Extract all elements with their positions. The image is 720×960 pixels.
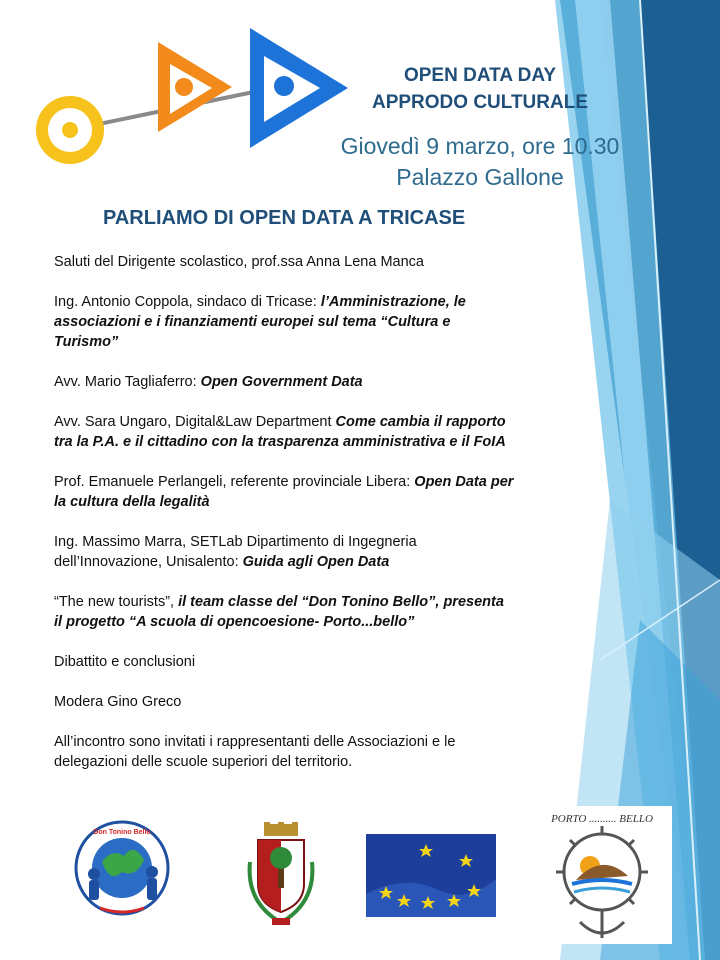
- porto-bello-logo: [532, 806, 672, 944]
- open-data-day-logo: [22, 22, 362, 182]
- program-topic: Open Data per la cultura della legalità: [54, 474, 514, 510]
- event-date: Giovedì 9 marzo, ore 10.30: [340, 133, 620, 159]
- program-item: [54, 692, 514, 712]
- program-speaker: “The new tourists”,: [54, 594, 179, 610]
- program-topic: Come cambia il rapporto tra la P.A. e il cittadino con la trasparenza amministrativa e il FoIA: [54, 414, 506, 450]
- program-text: Dibattito e conclusioni: [54, 654, 196, 670]
- program-speaker: Prof. Emanuele Perlangeli, referente provinciale Libera:: [54, 474, 415, 490]
- program-list: [54, 252, 514, 792]
- headline: PARLIAMO DI OPEN DATA A TRICASE: [103, 207, 466, 229]
- program-item: [54, 592, 514, 632]
- program-text: Saluti del Dirigente scolastico, prof.ssa Anna Lena Manca: [54, 254, 424, 270]
- title-line-1: OPEN DATA DAY: [403, 65, 557, 86]
- program-topic: Open Government Data: [200, 374, 363, 390]
- school-logo: [72, 812, 172, 927]
- program-topic: Guida agli Open Data: [242, 554, 390, 570]
- program-topic: l’Amministrazione, le associazioni e i finanziamenti europei sul tema “Cultura e Turismo”: [54, 294, 466, 350]
- program-item: [54, 372, 514, 392]
- event-title: [340, 62, 620, 116]
- program-item: [54, 732, 514, 772]
- program-speaker: Avv. Sara Ungaro, Digital&Law Department: [54, 414, 336, 430]
- program-speaker: Ing. Antonio Coppola, sindaco di Tricase:: [54, 294, 321, 310]
- program-speaker: Avv. Mario Tagliaferro:: [54, 374, 201, 390]
- program-item: [54, 532, 514, 572]
- program-topic: il team classe del “Don Tonino Bello”, presenta il progetto “A scuola di opencoesione- Porto...bello”: [54, 594, 504, 630]
- porto-bello-text: PORTO .......... BELLO: [551, 813, 653, 825]
- program-text: Modera Gino Greco: [54, 694, 182, 710]
- comune-crest: [240, 822, 322, 928]
- eu-flag-image: [366, 834, 496, 917]
- program-item: [54, 652, 514, 672]
- program-text: All’incontro sono invitati i rappresentanti delle Associazioni e le delegazioni delle scuole superiori del territorio.: [54, 734, 456, 770]
- program-item: [54, 292, 514, 352]
- program-speaker: Ing. Massimo Marra, SETLab Dipartimento di Ingegneria dell’Innovazione, Unisalento:: [54, 534, 417, 570]
- title-line-2: APPRODO CULTURALE: [371, 92, 589, 113]
- svg-text:Don Tonino Bello: Don Tonino Bello: [93, 829, 151, 836]
- program-item: [54, 472, 514, 512]
- program-item: [54, 412, 514, 452]
- event-venue: Palazzo Gallone: [396, 164, 564, 190]
- program-item: [54, 252, 514, 272]
